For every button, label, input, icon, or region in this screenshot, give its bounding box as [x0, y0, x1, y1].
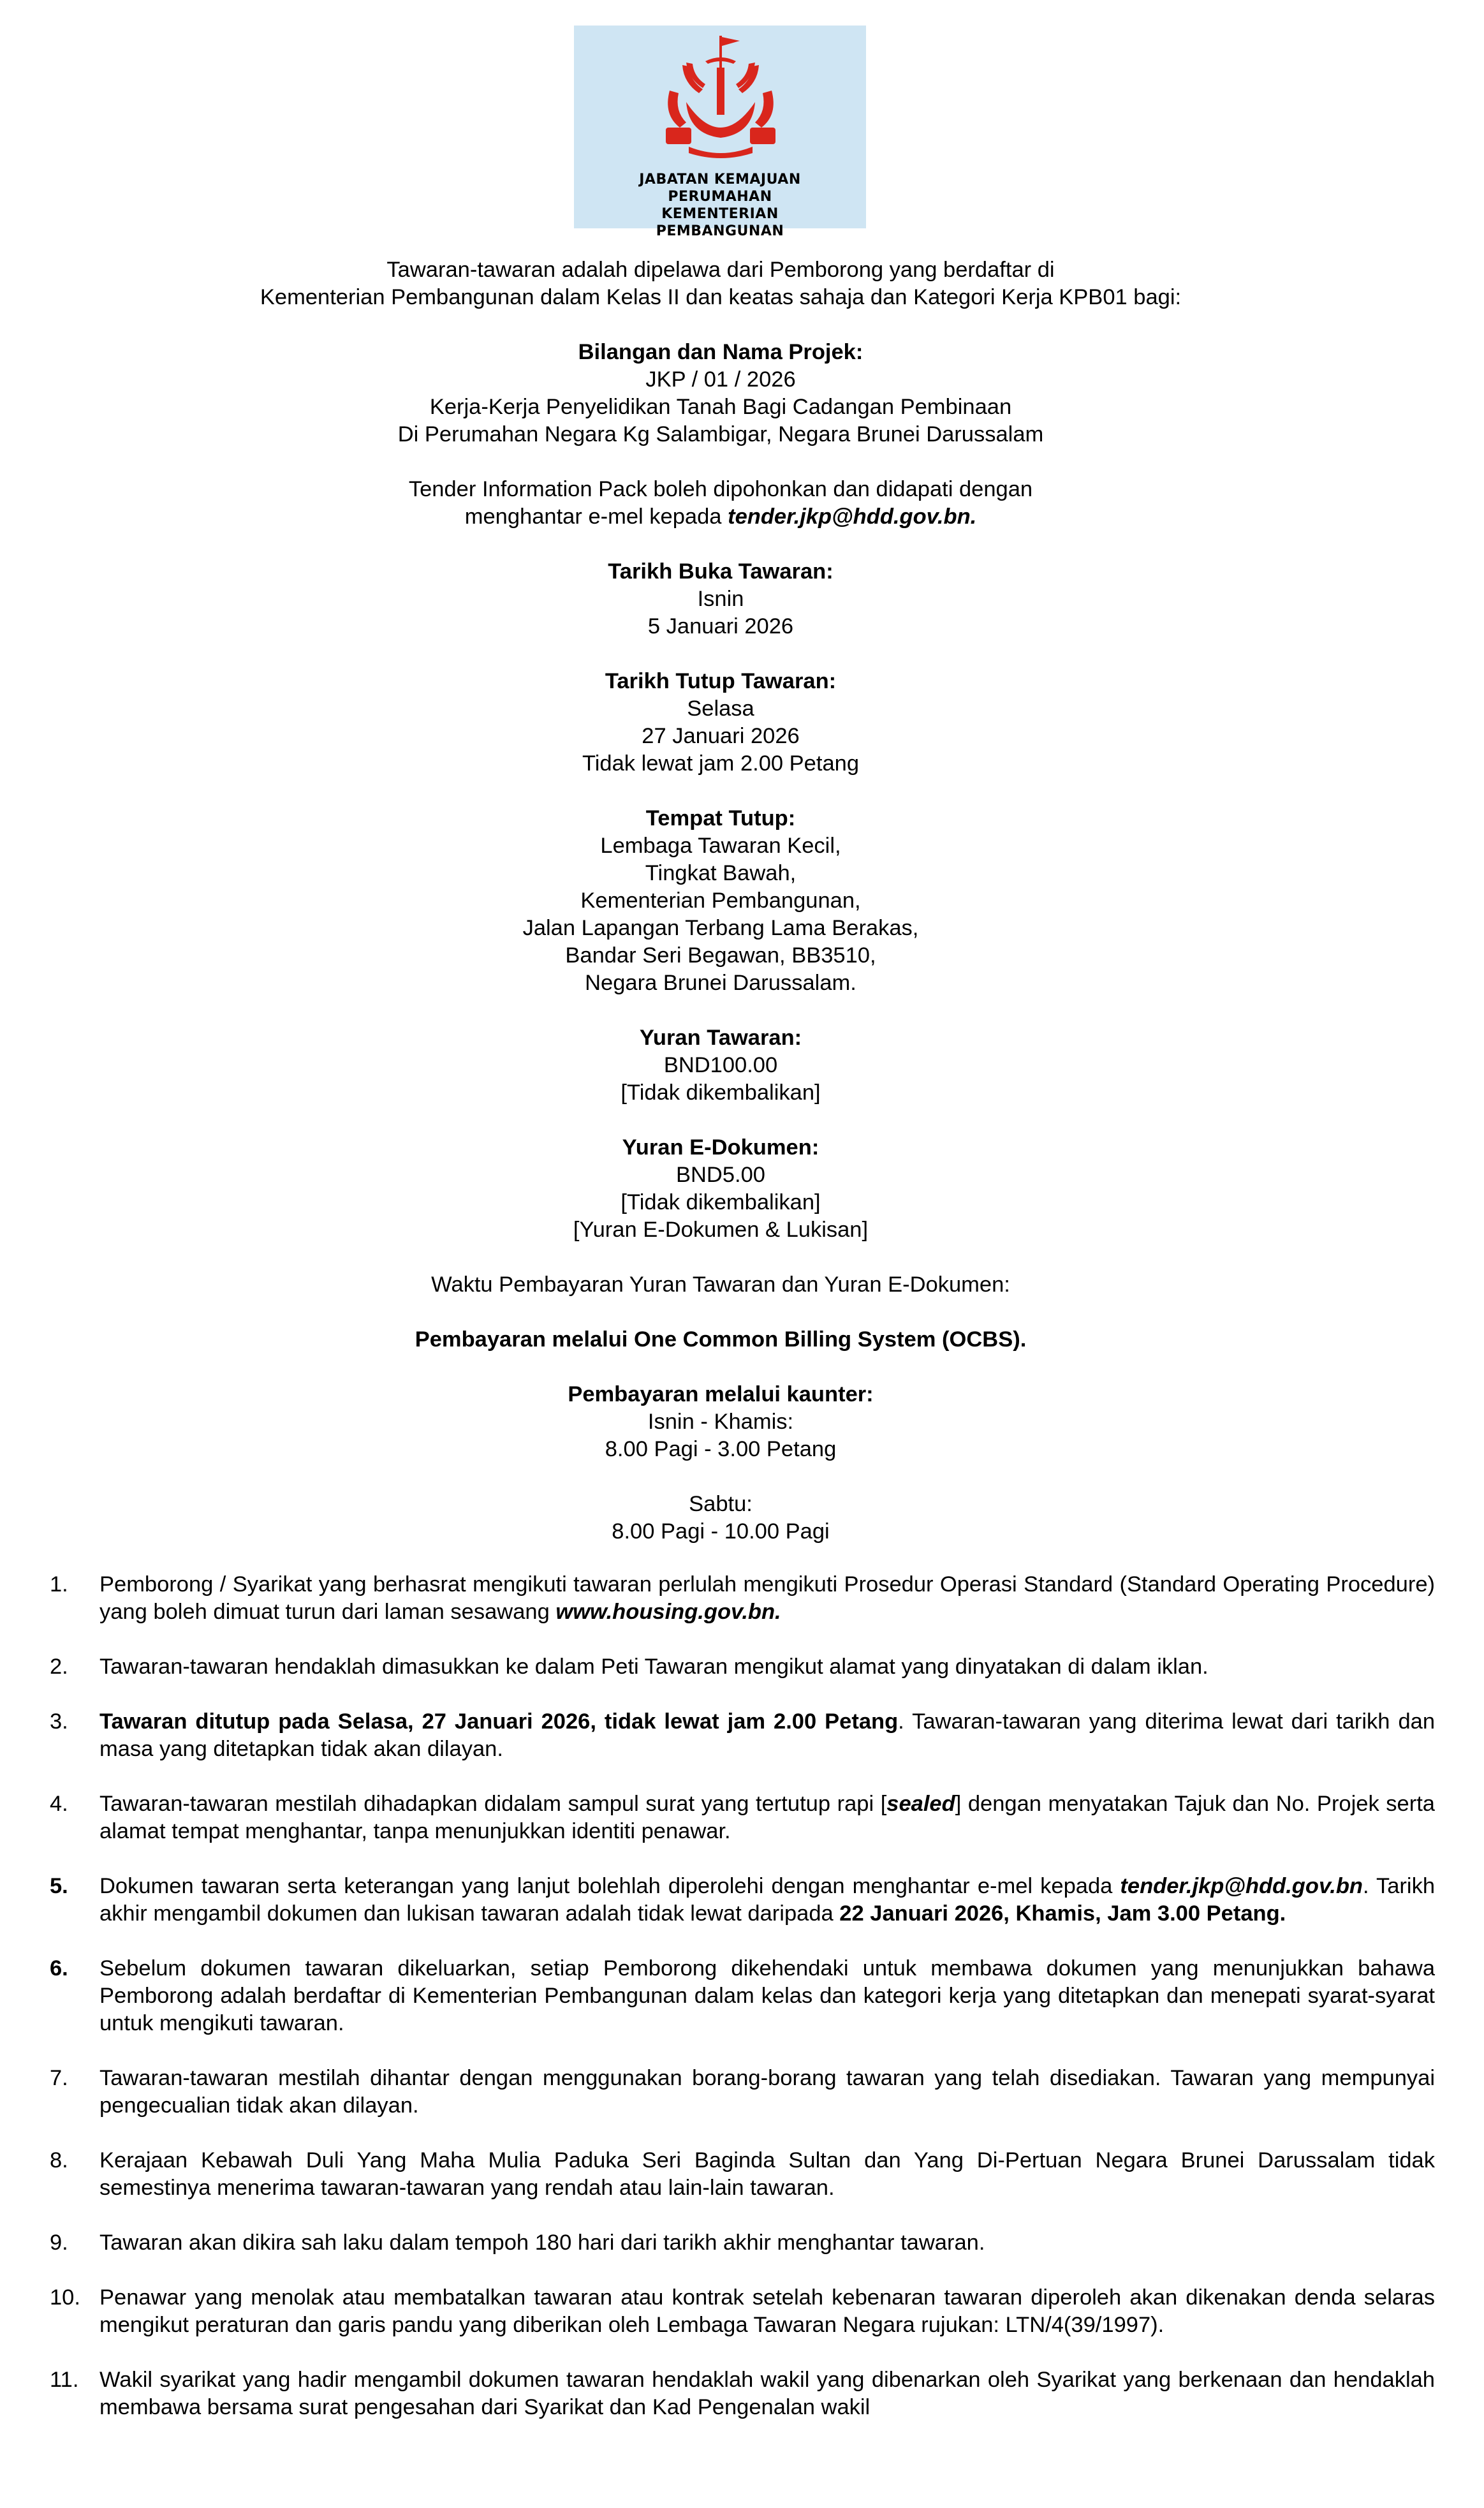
saturday-block	[83, 1491, 1358, 1545]
condition-number: 7.	[50, 2066, 68, 2090]
condition-text: Sebelum dokumen tawaran dikeluarkan, setiap Pemborong dikehendaki untuk membawa dokumen yang menunjukkan bahawa Pemborong adalah berdaftar di Kementerian Pembangunan dalam kelas dan kategori kerja yang ditetapkan dan menepati syarat-syarat untuk mengikuti tawaran.	[99, 1956, 1435, 2035]
condition-text: Tawaran akan dikira sah laku dalam tempoh 180 hari dari tarikh akhir menghantar tawaran.	[99, 2231, 985, 2255]
condition-number: 4.	[50, 1792, 68, 1816]
condition-item	[50, 2229, 1435, 2257]
info-pack-prefix: menghantar e-mel kepada	[464, 505, 728, 529]
logo-line: PERUMAHAN	[668, 189, 772, 205]
condition-text-emphasis: sealed	[886, 1792, 955, 1816]
edoc-fee-heading: Yuran E-Dokumen:	[622, 1135, 819, 1160]
info-pack-block	[83, 476, 1358, 531]
open-date-day: Isnin	[697, 587, 744, 611]
conditions-list	[50, 1571, 1435, 2449]
logo-text	[574, 171, 866, 240]
intro-line: Tawaran-tawaran adalah dipelawa dari Pemborong yang berdaftar di	[386, 258, 1055, 282]
condition-item	[50, 1571, 1435, 1626]
open-date-heading: Tarikh Buka Tawaran:	[608, 559, 834, 584]
intro-line: Kementerian Pembangunan dalam Kelas II dan keatas sahaja dan Kategori Kerja KPB01 bagi:	[260, 285, 1182, 309]
project-name: Kerja-Kerja Penyelidikan Tanah Bagi Cadangan Pembinaan	[429, 395, 1012, 419]
project-number: JKP / 01 / 2026	[645, 367, 796, 392]
venue-line: Bandar Seri Begawan, BB3510,	[565, 943, 876, 968]
condition-text: Kerajaan Kebawah Duli Yang Maha Mulia Paduka Seri Baginda Sultan dan Yang Di-Pertuan Negara Brunei Darussalam tidak semestinya menerima tawaran-tawaran yang rendah atau lain-lain tawaran.	[99, 2148, 1435, 2200]
counter-payment-block	[83, 1381, 1358, 1463]
counter-saturday: Sabtu:	[689, 1492, 753, 1516]
logo-line: JABATAN KEMAJUAN	[639, 172, 801, 188]
housing-website-link[interactable]: www.housing.gov.bn.	[555, 1600, 781, 1624]
department-logo	[574, 26, 866, 239]
condition-text: Wakil syarikat yang hadir mengambil dokumen tawaran hendaklah wakil yang dibenarkan oleh Syarikat yang berkenaan dan hendaklah membawa bersama surat pengesahan dari Syarikat dan Kad Pengenalan wakil	[99, 2368, 1435, 2419]
venue-block	[83, 805, 1358, 997]
tender-email-link[interactable]: tender.jkp@hdd.gov.bn.	[728, 505, 977, 529]
condition-item	[50, 2366, 1435, 2421]
tender-notice-header	[83, 256, 1358, 1545]
fee-block	[83, 1024, 1358, 1107]
project-heading: Bilangan dan Nama Projek:	[578, 340, 863, 364]
edoc-fee-note: [Yuran E-Dokumen & Lukisan]	[573, 1218, 869, 1242]
close-date-heading: Tarikh Tutup Tawaran:	[605, 669, 837, 693]
condition-item	[50, 2147, 1435, 2202]
condition-number: 6.	[50, 1956, 68, 1981]
close-date-time: Tidak lewat jam 2.00 Petang	[582, 751, 860, 776]
close-date-day: Selasa	[687, 697, 754, 721]
venue-heading: Tempat Tutup:	[645, 806, 796, 830]
counter-weekday-hours: 8.00 Pagi - 3.00 Petang	[605, 1437, 837, 1461]
condition-text: Tawaran-tawaran mestilah dihantar dengan menggunakan borang-borang tawaran yang telah disediakan. Tawaran yang mempunyai pengecualian tidak akan dilayan.	[99, 2066, 1435, 2118]
close-date-date: 27 Januari 2026	[642, 724, 800, 748]
venue-line: Jalan Lapangan Terbang Lama Berakas,	[522, 916, 919, 940]
venue-line: Negara Brunei Darussalam.	[585, 971, 856, 995]
condition-text-bold: Tawaran ditutup pada Selasa, 27 Januari 2026, tidak lewat jam 2.00 Petang	[99, 1709, 899, 1734]
fee-amount: BND100.00	[663, 1053, 778, 1077]
edoc-fee-block	[83, 1134, 1358, 1244]
condition-text: . Tarikh akhir mengambil dokumen dan lukisan tawaran adalah tidak lewat daripada	[99, 1874, 1436, 1926]
edoc-fee-amount: BND5.00	[676, 1163, 765, 1187]
fee-heading: Yuran Tawaran:	[639, 1026, 802, 1050]
condition-text: . Tawaran-tawaran yang diterima lewat dari tarikh dan masa yang ditetapkan tidak akan dilayan.	[99, 1709, 1436, 1761]
condition-item	[50, 1708, 1435, 1763]
payment-ocbs: Pembayaran melalui One Common Billing System (OCBS).	[415, 1327, 1027, 1352]
close-date-block	[83, 668, 1358, 778]
brunei-crest-icon	[644, 32, 797, 163]
condition-number: 2.	[50, 1655, 68, 1679]
condition-number: 11.	[50, 2368, 79, 2392]
intro-paragraph	[83, 256, 1358, 311]
condition-item	[50, 1955, 1435, 2037]
condition-number: 1.	[50, 1572, 68, 1597]
condition-item	[50, 1790, 1435, 1845]
logo-line: PEMBANGUNAN	[656, 223, 784, 239]
condition-number: 9.	[50, 2231, 68, 2255]
condition-text: Tawaran-tawaran hendaklah dimasukkan ke dalam Peti Tawaran mengikut alamat yang dinyatakan di dalam iklan.	[99, 1655, 1209, 1679]
condition-item	[50, 1873, 1435, 1928]
project-block	[83, 339, 1358, 448]
condition-item	[50, 2284, 1435, 2339]
condition-text: ] dengan menyatakan Tajuk dan No. Projek serta alamat tempat menghantar, tanpa menunjukkan identiti penawar.	[99, 1792, 1435, 1843]
condition-text: Penawar yang menolak atau membatalkan tawaran atau kontrak setelah kebenaran tawaran diperoleh akan dikenakan denda selaras mengikut peraturan dan garis pandu yang diberikan oleh Lembaga Tawaran Negara rujukan: LTN/4(39/1997).	[99, 2285, 1435, 2337]
condition-number: 3.	[50, 1709, 68, 1734]
venue-line: Tingkat Bawah,	[645, 861, 797, 885]
venue-line: Kementerian Pembangunan,	[580, 889, 861, 913]
logo-line: KEMENTERIAN	[661, 206, 779, 222]
fee-note: [Tidak dikembalikan]	[621, 1081, 821, 1105]
edoc-fee-note: [Tidak dikembalikan]	[621, 1190, 821, 1214]
condition-text-bold: 22 Januari 2026, Khamis, Jam 3.00 Petang.	[839, 1901, 1286, 1926]
counter-weekdays: Isnin - Khamis:	[647, 1410, 794, 1434]
condition-text: Pemborong / Syarikat yang berhasrat mengikuti tawaran perlulah mengikuti Prosedur Operasi Standard (Standard Operating Procedure) yang boleh dimuat turun dari laman sesawang	[99, 1572, 1435, 1624]
info-pack-line: Tender Information Pack boleh dipohonkan dan didapati dengan	[408, 477, 1033, 501]
condition-text: Dokumen tawaran serta keterangan yang lanjut bolehlah diperolehi dengan menghantar e-mel kepada	[99, 1874, 1120, 1898]
info-pack-line	[83, 503, 1358, 531]
counter-saturday-hours: 8.00 Pagi - 10.00 Pagi	[612, 1519, 830, 1544]
project-name: Di Perumahan Negara Kg Salambigar, Negara Brunei Darussalam	[397, 422, 1044, 446]
condition-item	[50, 1653, 1435, 1681]
condition-item	[50, 2065, 1435, 2120]
condition-text: Tawaran-tawaran mestilah dihadapkan didalam sampul surat yang tertutup rapi [	[99, 1792, 887, 1816]
venue-line: Lembaga Tawaran Kecil,	[600, 834, 841, 858]
open-date-block	[83, 558, 1358, 640]
condition-number: 5.	[50, 1874, 68, 1898]
payment-time-line: Waktu Pembayaran Yuran Tawaran dan Yuran E-Dokumen:	[431, 1272, 1010, 1297]
open-date-date: 5 Januari 2026	[647, 614, 794, 638]
tender-email-link[interactable]: tender.jkp@hdd.gov.bn	[1120, 1874, 1363, 1898]
counter-heading: Pembayaran melalui kaunter:	[568, 1382, 874, 1406]
condition-number: 10.	[50, 2285, 80, 2310]
condition-number: 8.	[50, 2148, 68, 2172]
